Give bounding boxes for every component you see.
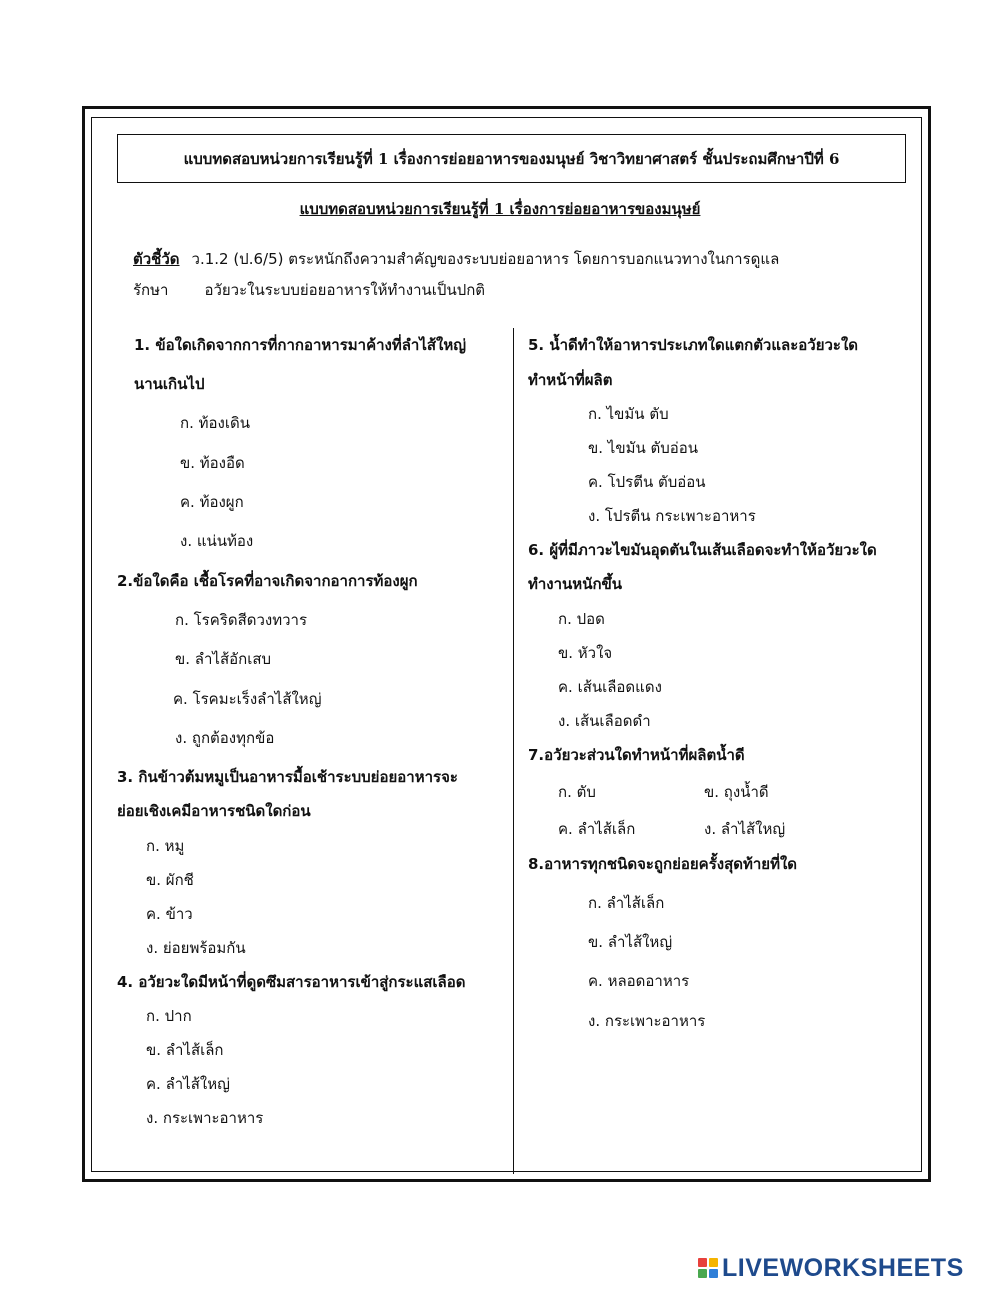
question-5-text: 5. น้ำดีทำให้อาหารประเภทใดแตกตัวและอวัยวะใด xyxy=(528,336,859,354)
indicator-label: ตัวชี้วัด xyxy=(133,250,180,268)
question-4-option-d[interactable]: ง. กระเพาะอาหาร xyxy=(146,1109,264,1127)
question-8-option-b[interactable]: ข. ลำไส้ใหญ่ xyxy=(588,933,673,951)
question-7-option-b[interactable]: ข. ถุงน้ำดี xyxy=(704,783,769,801)
question-1-text: 1. ข้อใดเกิดจากการที่กากอาหารมาค้างที่ลำไส้ใหญ่ xyxy=(134,336,467,354)
question-8-option-a[interactable]: ก. ลำไส้เล็ก xyxy=(588,894,665,912)
question-5-option-c[interactable]: ค. โปรตีน ตับอ่อน xyxy=(588,473,706,491)
column-divider xyxy=(513,328,514,1174)
liveworksheets-logo[interactable] xyxy=(698,1253,964,1283)
question-5-option-b[interactable]: ข. ไขมัน ตับอ่อน xyxy=(588,439,699,457)
logo-block-green xyxy=(698,1269,707,1278)
indicator-block xyxy=(133,244,893,306)
logo-blocks-icon xyxy=(698,1258,718,1278)
question-6-option-c[interactable]: ค. เส้นเลือดแดง xyxy=(558,678,662,696)
question-6-text-cont: ทำงานหนักขึ้น xyxy=(528,575,623,593)
question-7-option-a[interactable]: ก. ตับ xyxy=(558,783,596,801)
question-1-option-d[interactable]: ง. แน่นท้อง xyxy=(180,532,254,550)
header-title-box xyxy=(117,134,906,183)
logo-text: LIVEWORKSHEETS xyxy=(722,1253,964,1282)
question-6-option-a[interactable]: ก. ปอด xyxy=(558,610,605,628)
question-7-option-c[interactable]: ค. ลำไส้เล็ก xyxy=(558,820,636,838)
question-2-text: 2.ข้อใดคือ เชื้อโรคที่อาจเกิดจากอาการท้องผูก xyxy=(117,572,418,590)
question-2-option-a[interactable]: ก. โรคริดสีดวงทวาร xyxy=(175,611,307,629)
question-2-option-b[interactable]: ข. ลำไส้อักเสบ xyxy=(175,650,271,668)
logo-block-red xyxy=(698,1258,707,1267)
question-4-text: 4. อวัยวะใดมีหน้าที่ดูดซึมสารอาหารเข้าสู่กระแสเลือด xyxy=(117,973,466,991)
question-2-option-c[interactable]: ค. โรคมะเร็งลำไส้ใหญ่ xyxy=(173,690,322,708)
question-3-option-a[interactable]: ก. หมู xyxy=(146,837,185,855)
question-4-option-c[interactable]: ค. ลำไส้ใหญ่ xyxy=(146,1075,230,1093)
header-title: แบบทดสอบหน่วยการเรียนรู้ที่ 1 เรื่องการย่อยอาหารของมนุษย์ วิชาวิทยาศาสตร์ ชั้นประถมศึกษาปีที่ 6 xyxy=(183,149,840,168)
question-2-option-d[interactable]: ง. ถูกต้องทุกข้อ xyxy=(175,729,275,747)
question-1-option-c[interactable]: ค. ท้องผูก xyxy=(180,493,244,511)
question-8-text: 8.อาหารทุกชนิดจะถูกย่อยครั้งสุดท้ายที่ใด xyxy=(528,855,798,873)
question-4-option-b[interactable]: ข. ลำไส้เล็ก xyxy=(146,1041,224,1059)
question-8-option-d[interactable]: ง. กระเพาะอาหาร xyxy=(588,1012,706,1030)
question-6-text: 6. ผู้ที่มีภาวะไขมันอุดตันในเส้นเลือดจะทำให้อวัยวะใด xyxy=(528,541,877,559)
indicator-line-2a: รักษา xyxy=(133,281,169,299)
question-6-option-b[interactable]: ข. หัวใจ xyxy=(558,644,613,662)
question-5-option-d[interactable]: ง. โปรตีน กระเพาะอาหาร xyxy=(588,507,756,525)
question-3-text-cont: ย่อยเชิงเคมีอาหารชนิดใดก่อน xyxy=(117,802,311,820)
question-5-text-cont: ทำหน้าที่ผลิต xyxy=(528,371,613,389)
logo-block-yellow xyxy=(709,1258,718,1267)
question-8-option-c[interactable]: ค. หลอดอาหาร xyxy=(588,972,690,990)
question-3-text: 3. กินข้าวต้มหมูเป็นอาหารมื้อเช้าระบบย่อยอาหารจะ xyxy=(117,768,458,786)
indicator-line-2b: อวัยวะในระบบย่อยอาหารให้ทำงานเป็นปกติ xyxy=(204,281,486,299)
indicator-line-1: ว.1.2 (ป.6/5) ตระหนักถึงความสำคัญของระบบย่อยอาหาร โดยการบอกแนวทางในการดูแล xyxy=(191,250,780,268)
question-3-option-b[interactable]: ข. ผักชี xyxy=(146,871,194,889)
question-1-option-a[interactable]: ก. ท้องเดิน xyxy=(180,414,250,432)
question-5-option-a[interactable]: ก. ไขมัน ตับ xyxy=(588,405,669,423)
question-7-option-d[interactable]: ง. ลำไส้ใหญ่ xyxy=(704,820,786,838)
logo-block-blue xyxy=(709,1269,718,1278)
question-4-option-a[interactable]: ก. ปาก xyxy=(146,1007,192,1025)
question-3-option-d[interactable]: ง. ย่อยพร้อมกัน xyxy=(146,939,246,957)
question-7-text: 7.อวัยวะส่วนใดทำหน้าที่ผลิตน้ำดี xyxy=(528,746,745,764)
question-1-option-b[interactable]: ข. ท้องอืด xyxy=(180,454,245,472)
question-3-option-c[interactable]: ค. ข้าว xyxy=(146,905,193,923)
question-6-option-d[interactable]: ง. เส้นเลือดดำ xyxy=(558,712,651,730)
worksheet-subtitle: แบบทดสอบหน่วยการเรียนรู้ที่ 1 เรื่องการย่อยอาหารของมนุษย์ xyxy=(299,200,701,218)
question-1-text-cont: นานเกินไป xyxy=(134,375,205,393)
